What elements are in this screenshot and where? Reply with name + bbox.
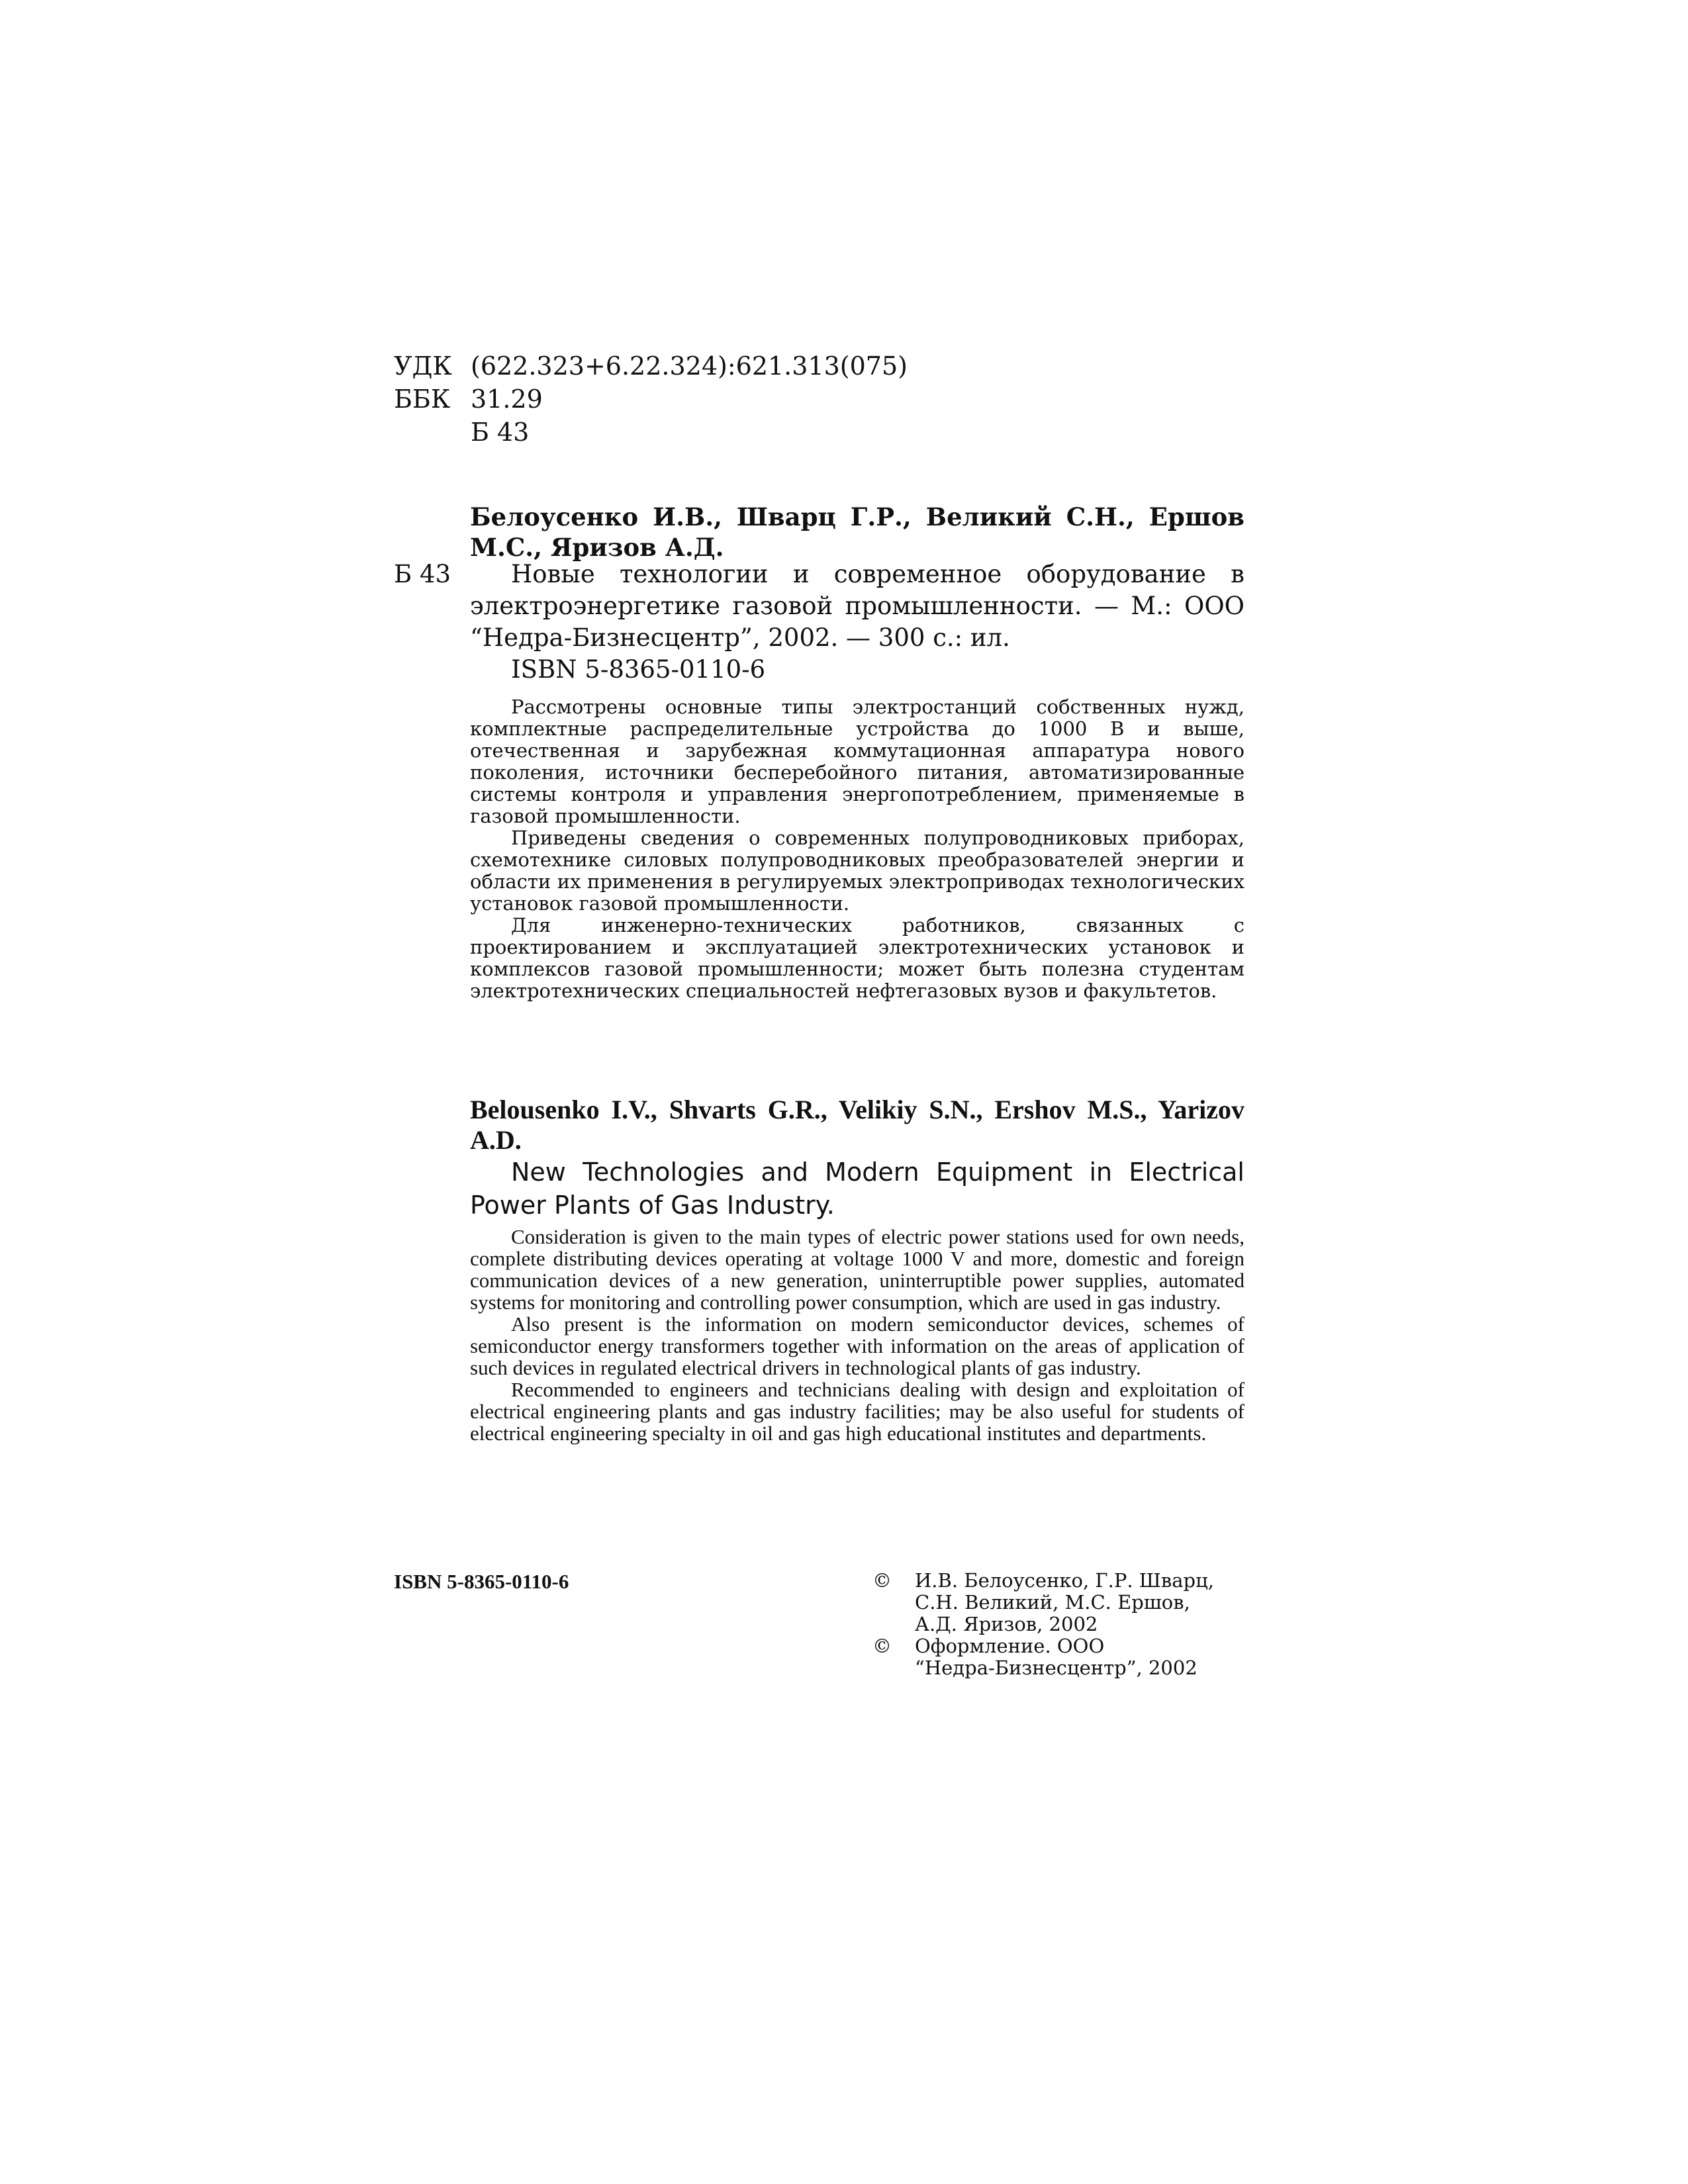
en-abstract-paragraph-3: Recommended to engineers and technicians dealing with design and exploitation of electrical engineering plants and gas industry facilities; may be also useful for students of electrical engineering specialty in oil and gas high educational institutes and departments. bbox=[470, 1378, 1244, 1445]
ru-title: Новые технологии и современное оборудование в электроэнергетике газовой промышленности. — М.: ООО “Недра-Бизнесцентр”, 2002. — 300 с.: ил. bbox=[470, 560, 1244, 652]
en-abstract bbox=[470, 1226, 1244, 1444]
copyright-design-line-2: “Недра-Бизнесцентр”, 2002 bbox=[915, 1657, 1197, 1679]
en-authors: Belousenko I.V., Shvarts G.R., Velikiy S.N., Ershov M.S., Yarizov A.D. bbox=[470, 1095, 1244, 1155]
copyright-block bbox=[872, 1570, 1296, 1679]
udk-value: (622.323+6.22.324):621.313(075) bbox=[471, 351, 908, 381]
en-abstract-paragraph-2: Also present is the information on modern semiconductor devices, schemes of semiconductor energy transformers together with information on the areas of application of such devices in regulated electrical drivers in technological plants of gas industry. bbox=[470, 1312, 1244, 1379]
ru-side-mark: Б 43 bbox=[394, 560, 451, 588]
en-title: New Technologies and Modern Equipment in Electrical Power Plants of Gas Industry. bbox=[470, 1158, 1244, 1220]
ru-abstract-paragraph-3: Для инженерно-технических работников, связанных с проектированием и эксплуатацией электротехнических установок и комплексов газовой промышленности; может быть полезна студентам электротехнических специальностей нефтегазовых вузов и факультетов. bbox=[470, 914, 1244, 1002]
copyright-authors-line-1: И.В. Белоусенко, Г.Р. Шварц, bbox=[915, 1569, 1214, 1592]
author-mark-line bbox=[394, 416, 923, 449]
copyright-authors-line-3: А.Д. Яризов, 2002 bbox=[915, 1613, 1098, 1635]
ru-authors: Белоусенко И.В., Шварц Г.Р., Великий С.Н., Ершов М.С., Яризов А.Д. bbox=[470, 502, 1244, 562]
ru-abstract-paragraph-2: Приведены сведения о современных полупроводниковых приборах, схемотехнике силовых полупроводниковых преобразователей энергии и области их применения в регулируемых электроприводах технологических установок газовой промышленности. bbox=[470, 827, 1244, 915]
copyright-icon: © bbox=[872, 1635, 892, 1657]
author-mark: Б 43 bbox=[471, 418, 530, 447]
copyright-authors bbox=[872, 1570, 1296, 1635]
copyright-authors-line-2: С.Н. Великий, М.С. Ершов, bbox=[915, 1591, 1190, 1614]
bbk-value: 31.29 bbox=[471, 385, 543, 414]
footer-isbn: ISBN 5-8365-0110-6 bbox=[394, 1570, 569, 1593]
ru-abstract-paragraph-1: Рассмотрены основные типы электростанций собственных нужд, комплектные распределительные устройства до 1000 В и выше, отечественная и зарубежная коммутационная аппаратура нового поколения, источники бесперебойного питания, автоматизированные системы контроля и управления энергопотреблением, применяемые в газовой промышленности. bbox=[470, 696, 1244, 827]
ru-abstract bbox=[470, 696, 1244, 1002]
ru-isbn: ISBN 5-8365-0110-6 bbox=[511, 655, 766, 684]
bbk-label: ББК bbox=[394, 385, 451, 414]
udk-line bbox=[394, 349, 923, 383]
copyright-design bbox=[872, 1635, 1296, 1679]
en-abstract-paragraph-1: Consideration is given to the main types of electric power stations used for own needs, complete distributing devices operating at voltage 1000 V and more, domestic and foreign communication devices of a new generation, uninterruptible power supplies, automated systems for monitoring and controlling power consumption, which are used in gas industry. bbox=[470, 1225, 1244, 1314]
bbk-line bbox=[394, 383, 923, 416]
copyright-icon: © bbox=[872, 1569, 892, 1592]
udk-label: УДК bbox=[394, 351, 452, 381]
copyright-design-line-1: Оформление. ООО bbox=[915, 1635, 1105, 1657]
